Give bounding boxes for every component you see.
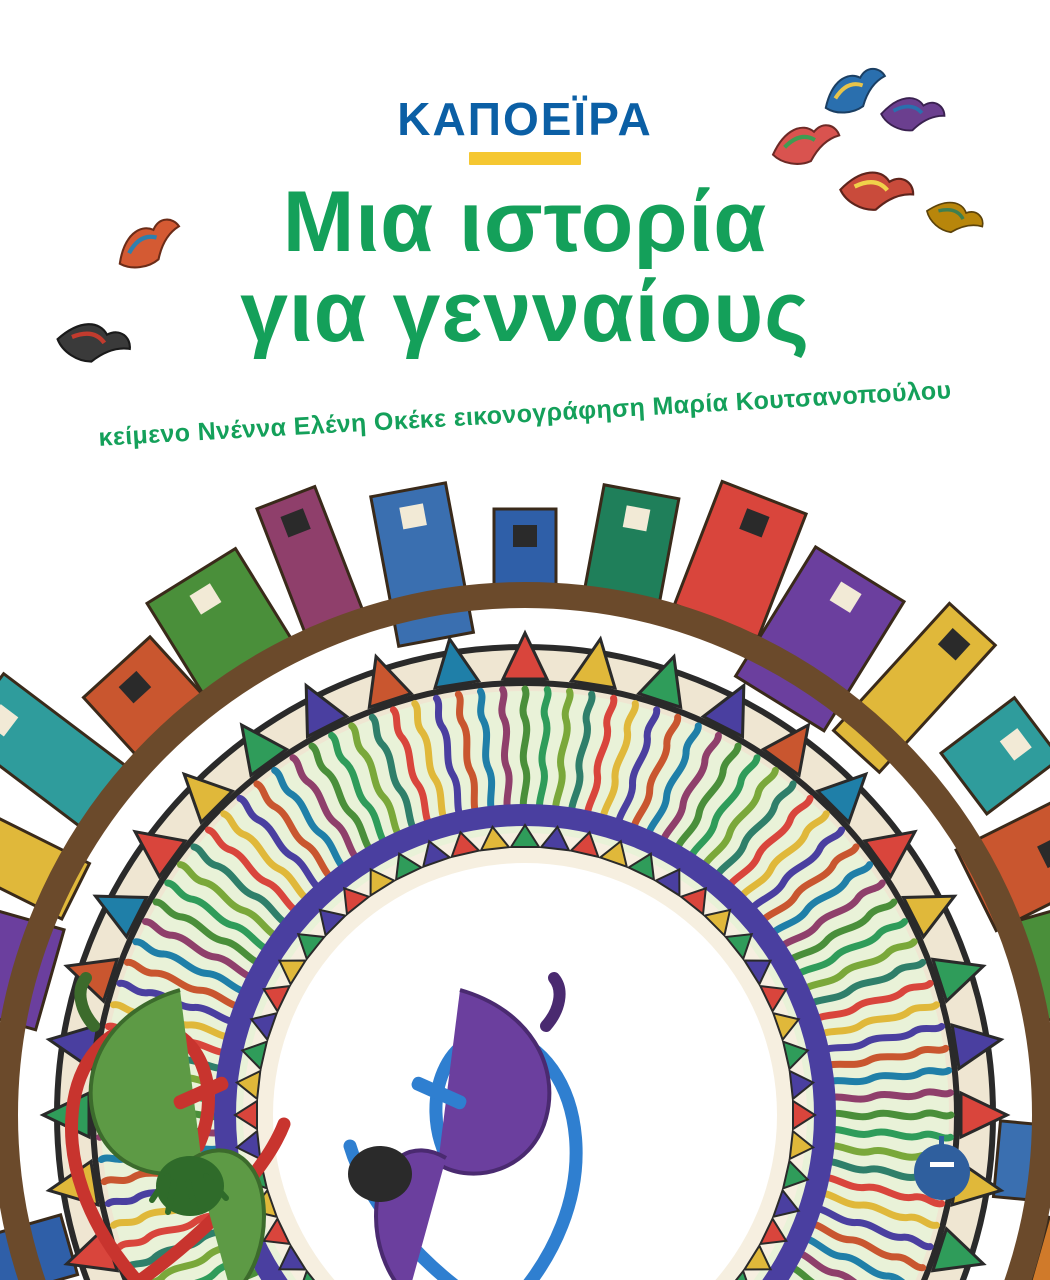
capoeira-mandala-illustration xyxy=(0,470,1050,1280)
cover-title-line-1: Μια ιστορία xyxy=(282,174,768,270)
cover-title-block xyxy=(0,93,1050,453)
page-title xyxy=(0,174,1050,360)
yellow-divider-bar xyxy=(469,152,581,165)
cover-credits: κείμενο Ννέννα Ελένη Οκέκε εικονογράφηση Μαρία Κουτσανοπούλου xyxy=(97,376,953,453)
cover-title-line-2: για γενναίους xyxy=(240,263,810,360)
cover-kicker: ΚΑΠΟΕΪΡΑ xyxy=(397,93,653,145)
publisher-logo xyxy=(906,1132,978,1204)
